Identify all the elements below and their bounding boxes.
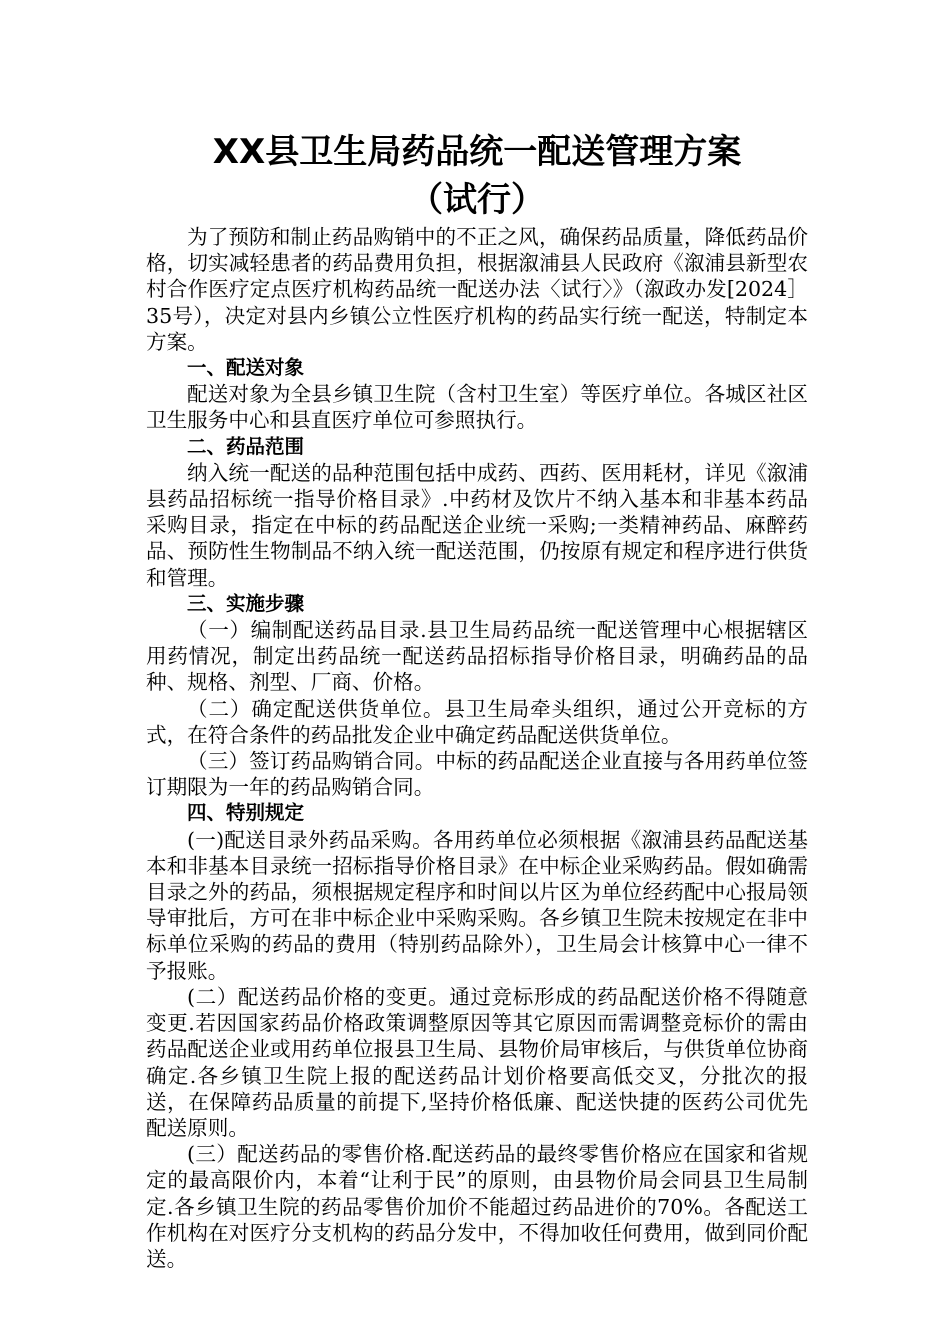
section-heading: 四、特别规定 xyxy=(187,801,305,825)
section-paragraph: 配送对象为全县乡镇卫生院（含村卫生室）等医疗单位。各城区社区卫生服务中心和县直医疗单位可参照执行。 xyxy=(146,382,808,433)
section-paragraph: (三）配送药品的零售价格.配送药品的最终零售价格应在国家和省规定的最高限价内，本着“让利于民”的原则，由县物价局会同县卫生局制定.各乡镇卫生院的药品零售价加价不能超过药品进价的70%。各配送工作机构在对医疗分支机构的药品分发中，不得加收任何费用，做到同价配送。 xyxy=(146,1142,808,1271)
section-paragraph: (一)配送目录外药品采购。各用药单位必须根据《溆浦县药品配送基本和非基本目录统一招标指导价格目录》在中标企业采购药品。假如确需目录之外的药品，须根据规定程序和时间以片区为单位经药配中心报局领导审批后，方可在非中标企业中采购采购。各乡镇卫生院未按规定在非中标单位采购的药品的费用（特别药品除外），卫生局会计核算中心一律不予报账。 xyxy=(146,827,808,983)
document-page xyxy=(146,128,808,1272)
intro-paragraph: 为了预防和制止药品购销中的不正之风，确保药品质量，降低药品价格，切实减轻患者的药品费用负担，根据溆浦县人民政府《溆浦县新型农村合作医疗定点医疗机构药品统一配送办法〈试行〉》（溆政办发[2024］35号），决定对县内乡镇公立性医疗机构的药品实行统一配送，特制定本方案。 xyxy=(146,225,808,354)
section-paragraph: （二）确定配送供货单位。县卫生局牵头组织，通过公开竞标的方式，在符合条件的药品批发企业中确定药品配送供货单位。 xyxy=(146,696,808,747)
document-subtitle: （试行） xyxy=(409,180,545,220)
document-title: XX县卫生局药品统一配送管理方案 xyxy=(212,132,742,172)
section-paragraph: （三）签订药品购销合同。中标的药品配送企业直接与各用药单位签订期限为一年的药品购销合同。 xyxy=(146,749,808,800)
section-heading: 二、药品范围 xyxy=(187,434,305,458)
section-paragraph: 纳入统一配送的品种范围包括中成药、西药、医用耗材，详见《溆浦县药品招标统一指导价格目录》.中药材及饮片不纳入基本和非基本药品采购目录，指定在中标的药品配送企业统一采购;一类精神药品、麻醉药品、预防性生物制品不纳入统一配送范围，仍按原有规定和程序进行供货和管理。 xyxy=(146,460,808,590)
section-paragraph: (二）配送药品价格的变更。通过竞标形成的药品配送价格不得随意变更.若因国家药品价格政策调整原因等其它原因而需调整竞标价的需由药品配送企业或用药单位报县卫生局、县物价局审核后，与供货单位协商确定.各乡镇卫生院上报的配送药品计划价格要高低交叉，分批次的报送，在保障药品质量的前提下,坚持价格低廉、配送快捷的医药公司优先配送原则。 xyxy=(146,984,808,1140)
section-paragraph: （一）编制配送药品目录.县卫生局药品统一配送管理中心根据辖区用药情况，制定出药品统一配送药品招标指导价格目录，明确药品的品种、规格、剂型、厂商、价格。 xyxy=(146,618,808,695)
section-heading: 一、配送对象 xyxy=(187,356,305,380)
section-heading: 三、实施步骤 xyxy=(187,591,305,615)
